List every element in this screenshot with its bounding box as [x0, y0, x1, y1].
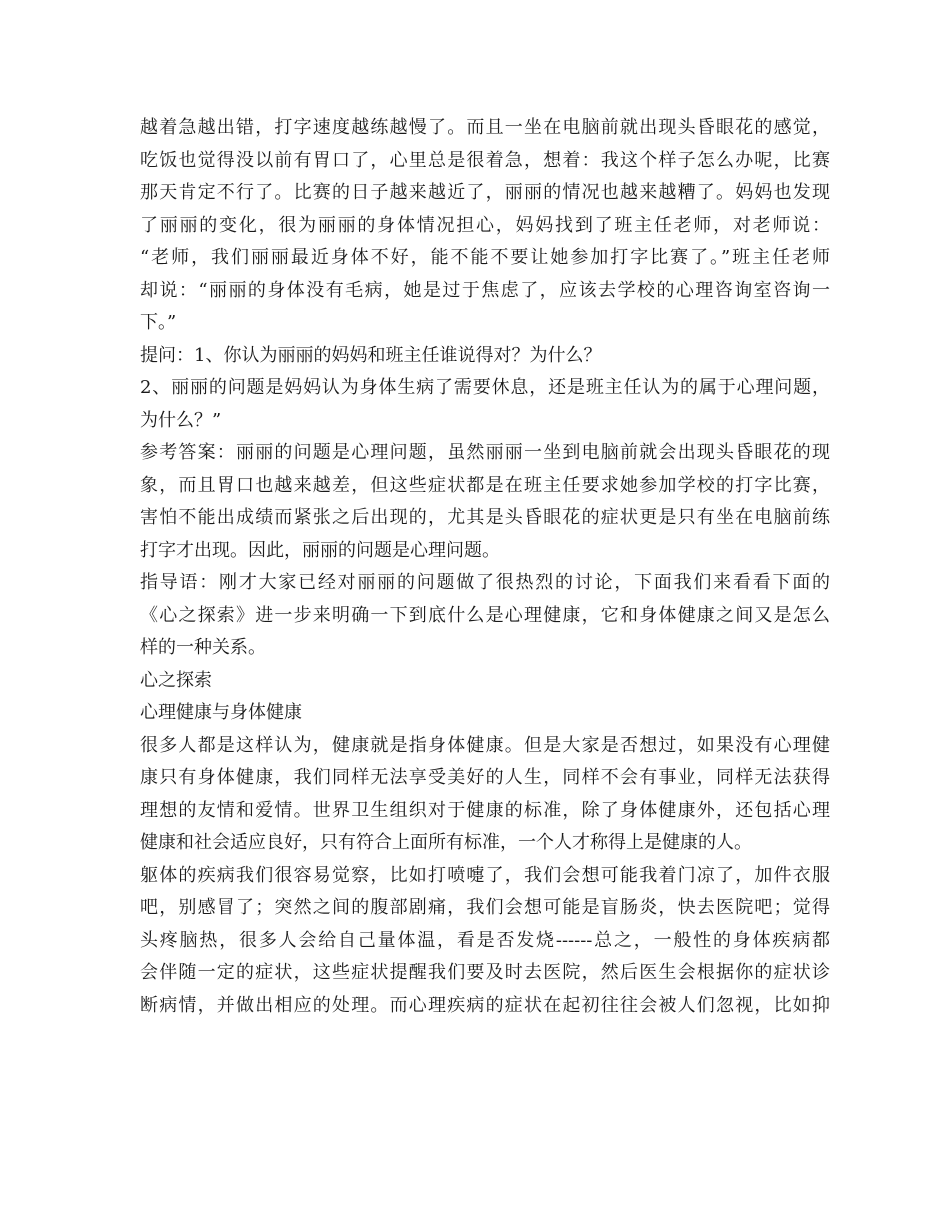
document-body [140, 112, 830, 1022]
text-line: 吃饭也觉得没以前有胃口了，心里总是很着急，想着：我这个样子怎么办呢，比赛 [140, 149, 830, 171]
text-line: 康只有身体健康，我们同样无法享受美好的人生，同样不会有事业，同样无法获得 [140, 767, 830, 788]
text-line: 会伴随一定的症状，这些症状提醒我们要及时去医院，然后医生会根据你的症状诊 [140, 962, 830, 983]
text-line: 《心之探索》进一步来明确一下到底什么是心理健康，它和身体健康之间又是怎么 [140, 604, 830, 626]
text-line: 心之探索 [140, 669, 212, 691]
text-line: 了丽丽的变化，很为丽丽的身体情况担心，妈妈找到了班主任老师，对老师说： [140, 214, 830, 236]
text-line: 害怕不能出成绩而紧张之后出现的，尤其是头昏眼花的症状更是只有坐在电脑前练 [140, 507, 830, 528]
text-line: 打字才出现。因此，丽丽的问题是心理问题。 [140, 539, 500, 561]
text-line: 头疼脑热，很多人会给自己量体温，看是否发烧------总之，一般性的身体疾病都 [140, 929, 830, 951]
text-line: 参考答案：丽丽的问题是心理问题，虽然丽丽一坐到电脑前就会出现头昏眼花的现 [140, 442, 830, 463]
text-line: 很多人都是这样认为，健康就是指身体健康。但是大家是否想过，如果没有心理健 [140, 734, 830, 756]
text-line: 提问：1、你认为丽丽的妈妈和班主任谁说得对？为什么？ [140, 344, 602, 366]
text-line: 象，而且胃口也越来越差，但这些症状都是在班主任要求她参加学校的打字比赛， [140, 474, 830, 496]
text-line: 吧，别感冒了；突然之间的腹部剧痛，我们会想可能是盲肠炎，快去医院吧；觉得 [140, 897, 830, 918]
text-line: 躯体的疾病我们很容易觉察，比如打喷嚏了，我们会想可能我着门凉了，加件衣服 [140, 864, 830, 886]
text-line: 理想的友情和爱情。世界卫生组织对于健康的标准，除了身体健康外，还包括心理 [140, 799, 830, 821]
text-line: 断病情，并做出相应的处理。而心理疾病的症状在起初往往会被人们忽视，比如抑 [140, 994, 830, 1016]
text-line: “老师，我们丽丽最近身体不好，能不能不要让她参加打字比赛了。”班主任老师 [140, 247, 830, 268]
text-line: 下。” [140, 312, 177, 333]
text-line: 却说：“丽丽的身体没有毛病，她是过于焦虑了，应该去学校的心理咨询室咨询一 [140, 279, 830, 301]
text-line: 越着急越出错，打字速度越练越慢了。而且一坐在电脑前就出现头昏眼花的感觉， [140, 117, 830, 138]
text-line: 指导语：刚才大家已经对丽丽的问题做了很热烈的讨论，下面我们来看看下面的 [140, 572, 830, 593]
text-line: 样的一种关系。 [140, 637, 266, 658]
text-line: 那天肯定不行了。比赛的日子越来越近了，丽丽的情况也越来越糟了。妈妈也发现 [140, 182, 830, 203]
text-line: 健康和社会适应良好，只有符合上面所有标准，一个人才称得上是健康的人。 [140, 832, 752, 853]
text-line: 心理健康与身体健康 [140, 702, 302, 723]
text-line: 2、丽丽的问题是妈妈认为身体生病了需要休息，还是班主任认为的属于心理问题， [140, 377, 830, 398]
text-line: 为什么？” [140, 409, 222, 431]
